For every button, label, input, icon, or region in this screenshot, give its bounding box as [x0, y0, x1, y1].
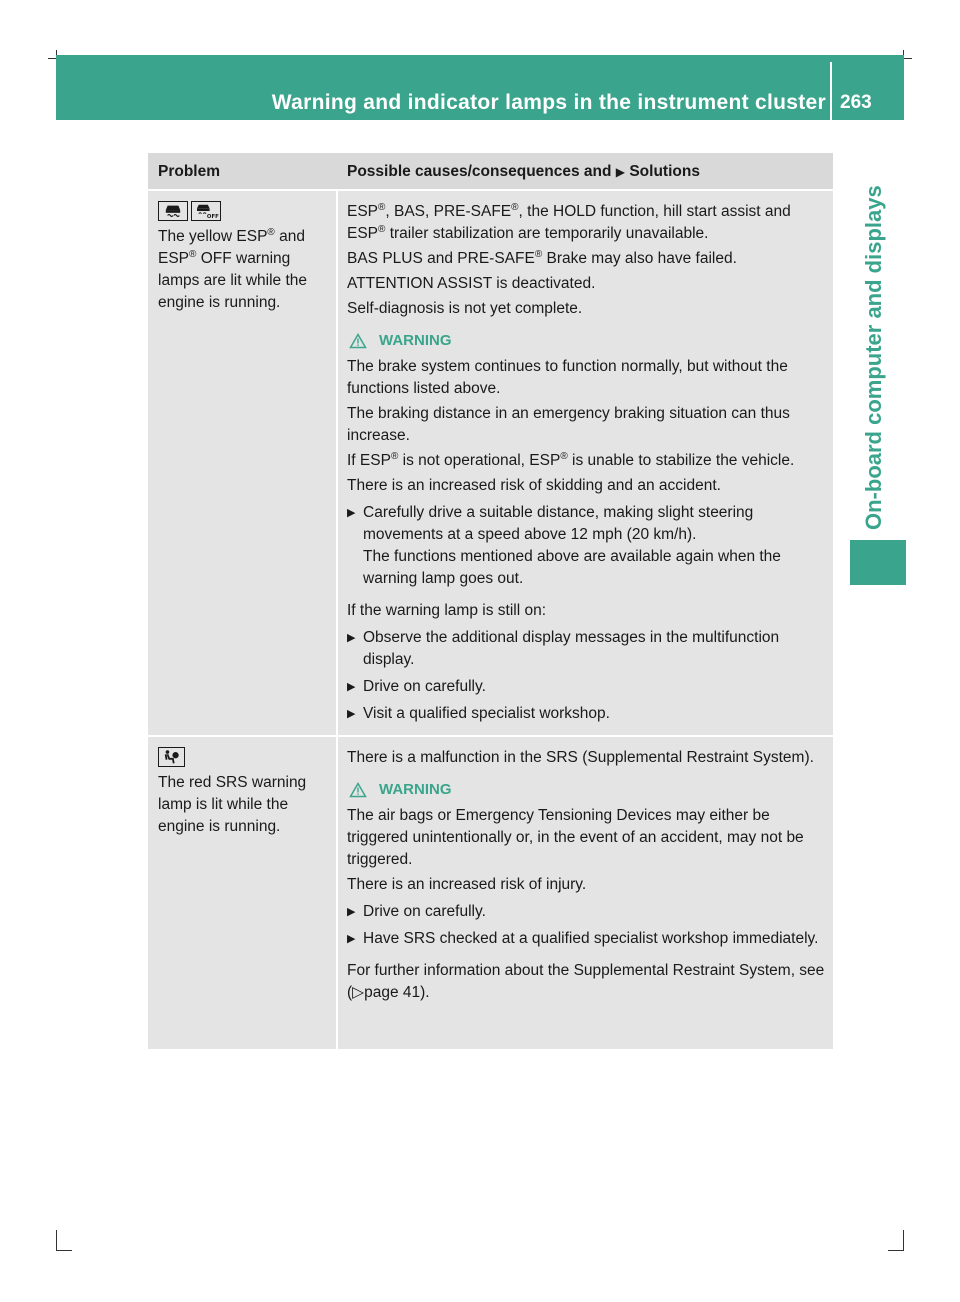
table-header — [148, 153, 833, 189]
column-header-solutions: Possible causes/consequences and ▶ Solutions — [347, 163, 700, 180]
svg-text:OFF: OFF — [206, 214, 219, 220]
warning-text: The air bags or Emergency Tensioning Devices may either be triggered unintentionally or, in the event of an accident, may not be triggered. — [347, 807, 804, 868]
warning-text: There is an increased risk of skidding and an accident. — [347, 477, 721, 494]
page-ref-arrow-icon: ▷ — [352, 984, 365, 1001]
problem-text: The red SRS warning lamp is lit while the engine is running. — [158, 774, 307, 835]
condition-text: If the warning lamp is still on: — [347, 602, 547, 619]
problem-cell — [148, 737, 336, 1049]
section-side-label: On-board computer and displays — [861, 185, 886, 530]
instruction-step: ▶ Drive on carefully. — [347, 676, 827, 698]
warning-triangle-icon — [349, 333, 367, 349]
cause-text: There is a malfunction in the SRS (Supplemental Restraint System). — [347, 749, 814, 766]
warning-text: If ESP® is not operational, ESP® is unable to stabilize the vehicle. — [347, 450, 795, 469]
reference-text: For further information about the Supplemental Restraint System, see (▷page 41). — [347, 962, 825, 1001]
instruction-step: ▶ Visit a qualified specialist workshop. — [347, 703, 827, 725]
cause-text: ESP®, BAS, PRE-SAFE®, the HOLD function, hill start assist and ESP® trailer stabilization are temporarily unavailable. — [347, 201, 791, 242]
warning-heading: WARNING — [349, 330, 827, 352]
warning-text: The braking distance in an emergency braking situation can thus increase. — [347, 405, 790, 444]
solutions-cell — [338, 191, 833, 735]
header-divider — [830, 62, 832, 120]
warning-lamps-table — [148, 153, 833, 1049]
instruction-step: ▶ Have SRS checked at a qualified specialist workshop immediately. — [347, 928, 827, 950]
instruction-step: ▶ Carefully drive a suitable distance, making slight steering movements at a speed above 12 mph (20 km/h). The functions mentioned above are available again when the warning lamp goes out. — [347, 502, 827, 590]
crop-mark — [56, 1250, 72, 1251]
page-reference-link[interactable]: page 41 — [364, 984, 421, 1001]
cause-text: BAS PLUS and PRE-SAFE® Brake may also have failed. — [347, 248, 737, 267]
srs-lamp-icon — [158, 747, 185, 767]
step-arrow-icon: ▶ — [347, 933, 356, 945]
column-header-problem: Problem — [158, 163, 221, 180]
arrow-icon: ▶ — [615, 165, 626, 179]
warning-triangle-icon — [349, 782, 367, 798]
cause-text: Self-diagnosis is not yet complete. — [347, 300, 583, 317]
esp-lamp-icon — [158, 201, 188, 221]
step-arrow-icon: ▶ — [347, 906, 356, 918]
page-number: 263 — [840, 92, 872, 113]
page-title: Warning and indicator lamps in the instrument cluster — [271, 91, 826, 114]
instruction-step: ▶ Observe the additional display messages in the multifunction display. — [347, 627, 827, 671]
instruction-step: ▶ Drive on carefully. — [347, 901, 827, 923]
solutions-cell — [338, 737, 833, 1049]
step-arrow-icon: ▶ — [347, 507, 356, 519]
step-arrow-icon: ▶ — [347, 708, 356, 720]
step-arrow-icon: ▶ — [347, 632, 356, 644]
crop-mark — [903, 1230, 904, 1250]
problem-text: The yellow ESP® and ESP® OFF warning lamps are lit while the engine is running. — [158, 226, 308, 311]
table-row — [148, 191, 833, 735]
problem-cell — [148, 191, 336, 735]
warning-heading: WARNING — [349, 779, 827, 801]
crop-mark — [56, 1230, 57, 1250]
crop-mark — [888, 1250, 904, 1251]
cause-text: ATTENTION ASSIST is deactivated. — [347, 275, 596, 292]
table-row — [148, 737, 833, 1049]
step-arrow-icon: ▶ — [347, 681, 356, 693]
warning-text: The brake system continues to function normally, but without the functions listed above. — [347, 358, 788, 397]
esp-off-lamp-icon — [191, 201, 221, 221]
warning-text: There is an increased risk of injury. — [347, 876, 587, 893]
section-tab — [850, 540, 906, 585]
